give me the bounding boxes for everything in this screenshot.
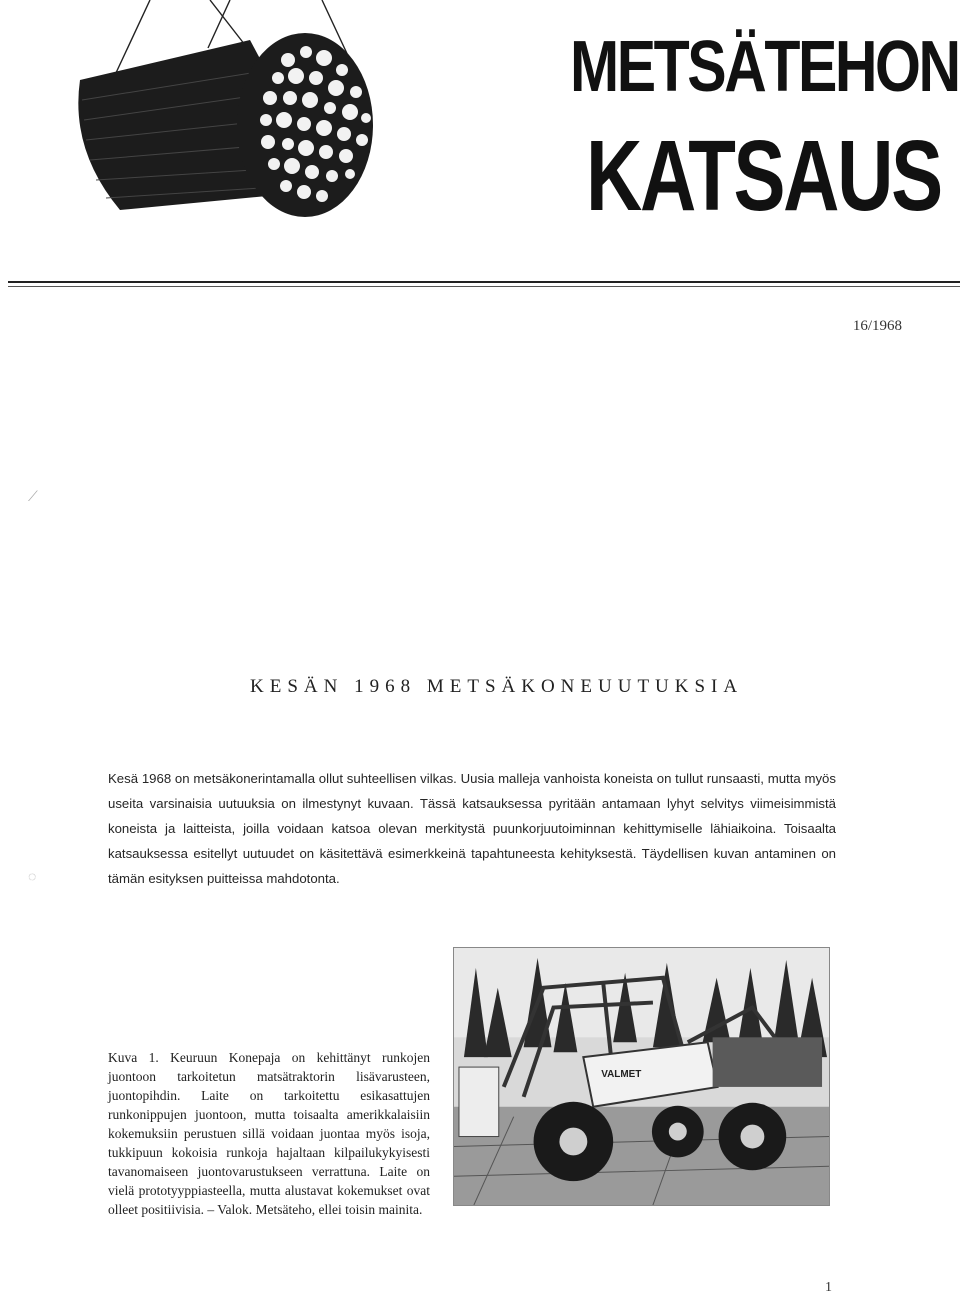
scan-mark: ⟋ (28, 490, 38, 505)
tractor-photo (453, 947, 830, 1206)
photo-brand-label: VALMET (601, 1069, 642, 1080)
figure-caption: Kuva 1. Keuruun Konepaja on kehittänyt runkojen juontoon tarkoitetun matsätraktorin lisävarusteen, juontopihdin. Laite on tarkoitettu esikasattujen runkonippujen juontoon, mutta toisaalta amerikkalaisiin kokemuksiin perustuen sillä voidaan juontaa myös isoja, tukkipuun kokoisia runkoja hajaltaan kilpailukykyisesti tavanomaiseen juontovarustukseen verrattuna. Laite on vielä prototyyppiasteella, mutta alustavat kokemukset ovat olleet positiivisia. – Valok. Metsäteho, ellei toisin mainita. (108, 1050, 430, 1217)
article-intro: Kesä 1968 on metsäkonerintamalla ollut suhteellisen vilkas. Uusia malleja vanhoista koneista on tullut runsaasti, mutta myös useita varsinaisia uutuuksia on ilmestynyt kuvaan. Tässä katsauksessa pyritään antamaan lyhyt selvitys viimeisimmistä koneista ja laitteista, joilla voidaan katsoa olevan merkitystä puunkorjuutoiminnan kehittymiselle lähiaikoina. Toisaalta katsauksessa esitellyt uutuudet on käsitettävä esimerkkeinä tapahtuneesta kehityksestä. Täydellisen kuvan antaminen on tämän esityksen puitteissa mahdotonta. (108, 771, 836, 886)
masthead-title-line2: KATSAUS (586, 120, 941, 232)
issue-number: 16/1968 (852, 318, 902, 334)
log-bundle-logo-icon (60, 0, 380, 220)
page-number: 1 (825, 1280, 832, 1295)
scan-mark: ◌ (28, 870, 37, 885)
article-title: KESÄN 1968 METSÄKONEUUTUKSIA (250, 676, 744, 697)
header-divider (8, 281, 960, 283)
masthead-title-line1: METSÄTEHON (570, 27, 959, 107)
header-divider-thin (8, 286, 960, 287)
